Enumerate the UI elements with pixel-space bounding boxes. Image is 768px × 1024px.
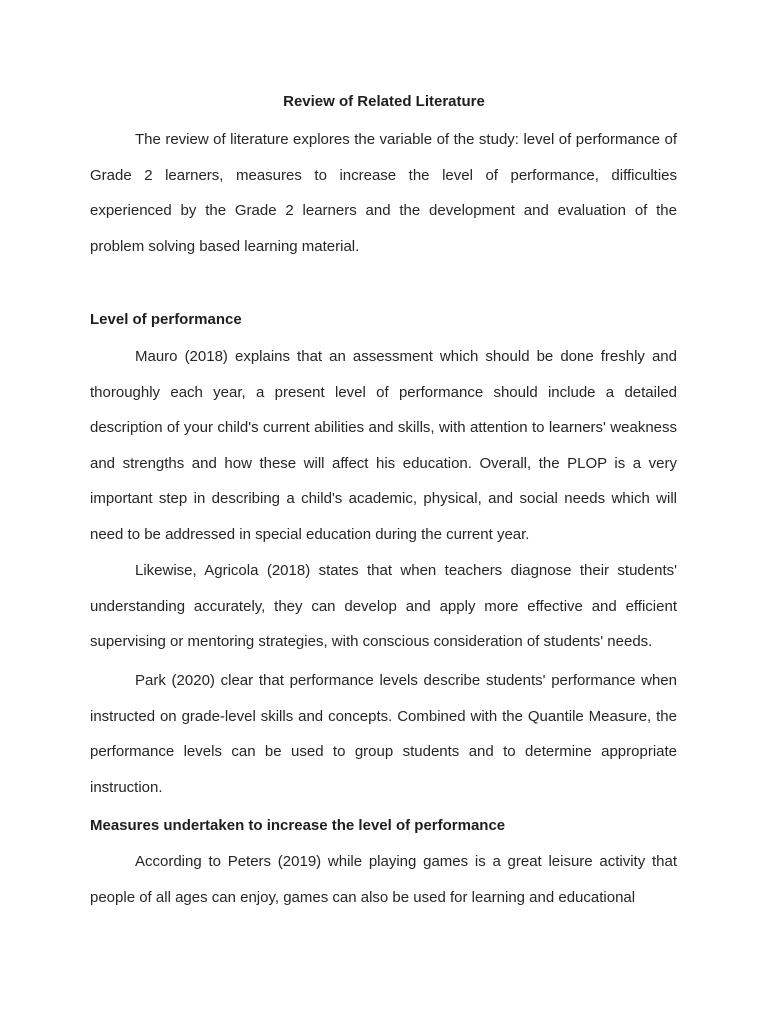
section-heading-measures: Measures undertaken to increase the level of performance [90,817,506,834]
page-title: Review of Related Literature [283,93,485,110]
paragraph-park: Park (2020) clear that performance levels describe students' performance when instructed on grade-level skills and concepts. Combined with the Quantile Measure, the performance levels can be used to group students and to determine appropriate instruction. [90,672,677,796]
paragraph-agricola: Likewise, Agricola (2018) states that when teachers diagnose their students' understanding accurately, they can develop and apply more effective and efficient supervising or mentoring strategies, with conscious consideration of students' needs. [90,562,677,650]
intro-paragraph: The review of literature explores the variable of the study: level of performance of Grade 2 learners, measures to increase the level of performance, difficulties experienced by the Grade 2 learners and the development and evaluation of the problem solving based learning material. [90,131,677,255]
paragraph-mauro: Mauro (2018) explains that an assessment which should be done freshly and thoroughly each year, a present level of performance should include a detailed description of your child's current abilities and skills, with attention to learners' weakness and strengths and how these will affect his education. Overall, the PLOP is a very important step in describing a child's academic, physical, and social needs which will need to be addressed in special education during the current year. [90,348,677,543]
section-heading-level-of-performance: Level of performance [90,311,242,328]
paragraph-peters: According to Peters (2019) while playing games is a great leisure activity that people of all ages can enjoy, games can also be used for learning and educational [90,853,677,906]
